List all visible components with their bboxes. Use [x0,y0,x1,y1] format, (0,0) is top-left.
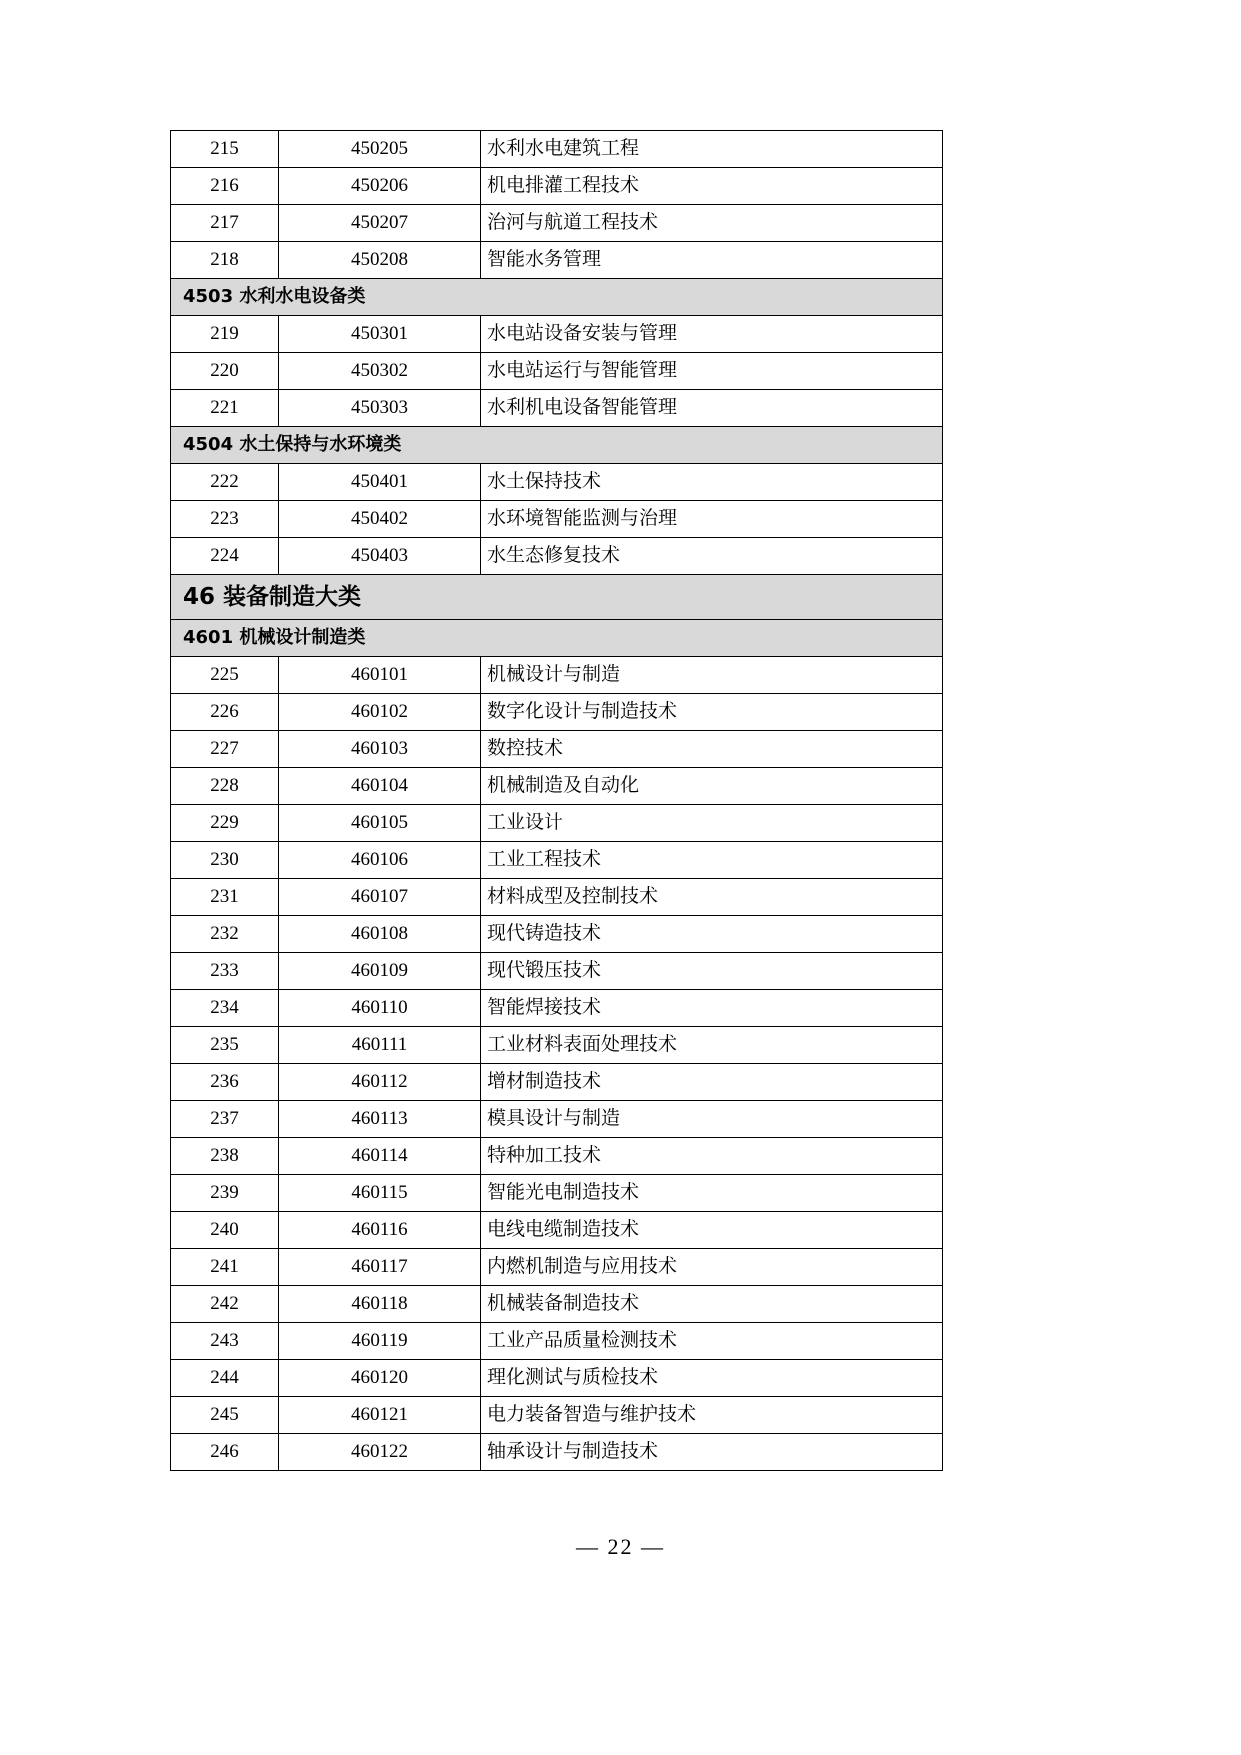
major-code-cell: 460115 [279,1175,481,1212]
category-header-row [171,575,943,620]
subcategory-label: 4601 机械设计制造类 [171,620,943,657]
row-number-cell: 232 [171,916,279,953]
row-number-cell: 239 [171,1175,279,1212]
row-number-cell: 223 [171,501,279,538]
row-number-cell: 246 [171,1434,279,1471]
row-number-cell: 242 [171,1286,279,1323]
subcategory-header-row [171,279,943,316]
major-code-cell: 450402 [279,501,481,538]
major-name-cell: 机械设计与制造 [481,657,943,694]
major-code-cell: 460121 [279,1397,481,1434]
major-name-cell: 机械制造及自动化 [481,768,943,805]
table-row [171,464,943,501]
table-row [171,353,943,390]
major-code-cell: 460110 [279,990,481,1027]
row-number-cell: 219 [171,316,279,353]
catalog-table-body [171,131,943,1471]
table-row [171,916,943,953]
major-code-cell: 450301 [279,316,481,353]
row-number-cell: 217 [171,205,279,242]
table-row [171,131,943,168]
table-row [171,990,943,1027]
major-code-cell: 460112 [279,1064,481,1101]
major-name-cell: 机械装备制造技术 [481,1286,943,1323]
major-code-cell: 450403 [279,538,481,575]
row-number-cell: 222 [171,464,279,501]
major-name-cell: 数字化设计与制造技术 [481,694,943,731]
major-name-cell: 水生态修复技术 [481,538,943,575]
table-row [171,1397,943,1434]
major-name-cell: 现代铸造技术 [481,916,943,953]
major-code-cell: 460105 [279,805,481,842]
row-number-cell: 240 [171,1212,279,1249]
major-name-cell: 增材制造技术 [481,1064,943,1101]
major-code-cell: 460103 [279,731,481,768]
major-code-cell: 450302 [279,353,481,390]
row-number-cell: 241 [171,1249,279,1286]
category-label: 46 装备制造大类 [171,575,943,620]
major-name-cell: 理化测试与质检技术 [481,1360,943,1397]
major-code-cell: 450205 [279,131,481,168]
row-number-cell: 220 [171,353,279,390]
major-code-cell: 460122 [279,1434,481,1471]
row-number-cell: 215 [171,131,279,168]
major-name-cell: 智能光电制造技术 [481,1175,943,1212]
table-row [171,1101,943,1138]
table-row [171,1212,943,1249]
major-name-cell: 现代锻压技术 [481,953,943,990]
table-row [171,1064,943,1101]
table-row [171,879,943,916]
major-code-cell: 450208 [279,242,481,279]
row-number-cell: 236 [171,1064,279,1101]
table-row [171,805,943,842]
subcategory-label: 4503 水利水电设备类 [171,279,943,316]
major-code-cell: 460107 [279,879,481,916]
row-number-cell: 245 [171,1397,279,1434]
major-code-cell: 460106 [279,842,481,879]
major-name-cell: 模具设计与制造 [481,1101,943,1138]
major-code-cell: 460111 [279,1027,481,1064]
table-row [171,731,943,768]
row-number-cell: 233 [171,953,279,990]
subcategory-header-row [171,620,943,657]
major-name-cell: 水利机电设备智能管理 [481,390,943,427]
table-row [171,390,943,427]
table-row [171,657,943,694]
major-name-cell: 材料成型及控制技术 [481,879,943,916]
major-name-cell: 轴承设计与制造技术 [481,1434,943,1471]
row-number-cell: 238 [171,1138,279,1175]
table-row [171,694,943,731]
major-code-cell: 460119 [279,1323,481,1360]
major-name-cell: 水电站运行与智能管理 [481,353,943,390]
major-code-cell: 460117 [279,1249,481,1286]
row-number-cell: 234 [171,990,279,1027]
major-name-cell: 电线电缆制造技术 [481,1212,943,1249]
major-name-cell: 水利水电建筑工程 [481,131,943,168]
row-number-cell: 225 [171,657,279,694]
table-row [171,168,943,205]
table-row [171,1323,943,1360]
table-row [171,538,943,575]
table-row [171,501,943,538]
major-code-cell: 460109 [279,953,481,990]
subcategory-label: 4504 水土保持与水环境类 [171,427,943,464]
major-name-cell: 水电站设备安装与管理 [481,316,943,353]
major-name-cell: 机电排灌工程技术 [481,168,943,205]
major-name-cell: 工业产品质量检测技术 [481,1323,943,1360]
subcategory-header-row [171,427,943,464]
row-number-cell: 216 [171,168,279,205]
major-name-cell: 电力装备智造与维护技术 [481,1397,943,1434]
major-code-cell: 460118 [279,1286,481,1323]
row-number-cell: 235 [171,1027,279,1064]
row-number-cell: 218 [171,242,279,279]
major-name-cell: 水环境智能监测与治理 [481,501,943,538]
row-number-cell: 228 [171,768,279,805]
table-row [171,768,943,805]
table-row [171,1249,943,1286]
major-name-cell: 智能水务管理 [481,242,943,279]
row-number-cell: 227 [171,731,279,768]
row-number-cell: 231 [171,879,279,916]
row-number-cell: 229 [171,805,279,842]
table-row [171,1434,943,1471]
major-name-cell: 工业工程技术 [481,842,943,879]
major-name-cell: 内燃机制造与应用技术 [481,1249,943,1286]
row-number-cell: 221 [171,390,279,427]
major-name-cell: 工业设计 [481,805,943,842]
major-code-cell: 450401 [279,464,481,501]
table-row [171,1360,943,1397]
table-row [171,842,943,879]
table-row [171,1175,943,1212]
major-code-cell: 450303 [279,390,481,427]
row-number-cell: 226 [171,694,279,731]
major-name-cell: 水土保持技术 [481,464,943,501]
major-code-cell: 460113 [279,1101,481,1138]
major-code-cell: 450207 [279,205,481,242]
major-code-cell: 460102 [279,694,481,731]
major-name-cell: 工业材料表面处理技术 [481,1027,943,1064]
row-number-cell: 230 [171,842,279,879]
page-number: — 22 — [576,1534,665,1559]
major-name-cell: 智能焊接技术 [481,990,943,1027]
major-code-cell: 460108 [279,916,481,953]
table-row [171,316,943,353]
major-name-cell: 治河与航道工程技术 [481,205,943,242]
row-number-cell: 237 [171,1101,279,1138]
table-row [171,1138,943,1175]
row-number-cell: 244 [171,1360,279,1397]
table-row [171,953,943,990]
major-code-cell: 460104 [279,768,481,805]
major-catalog-table [170,130,943,1471]
major-name-cell: 数控技术 [481,731,943,768]
major-name-cell: 特种加工技术 [481,1138,943,1175]
table-row [171,1027,943,1064]
major-code-cell: 450206 [279,168,481,205]
row-number-cell: 243 [171,1323,279,1360]
table-row [171,242,943,279]
major-code-cell: 460116 [279,1212,481,1249]
table-row [171,1286,943,1323]
major-code-cell: 460114 [279,1138,481,1175]
major-code-cell: 460120 [279,1360,481,1397]
table-row [171,205,943,242]
major-code-cell: 460101 [279,657,481,694]
row-number-cell: 224 [171,538,279,575]
